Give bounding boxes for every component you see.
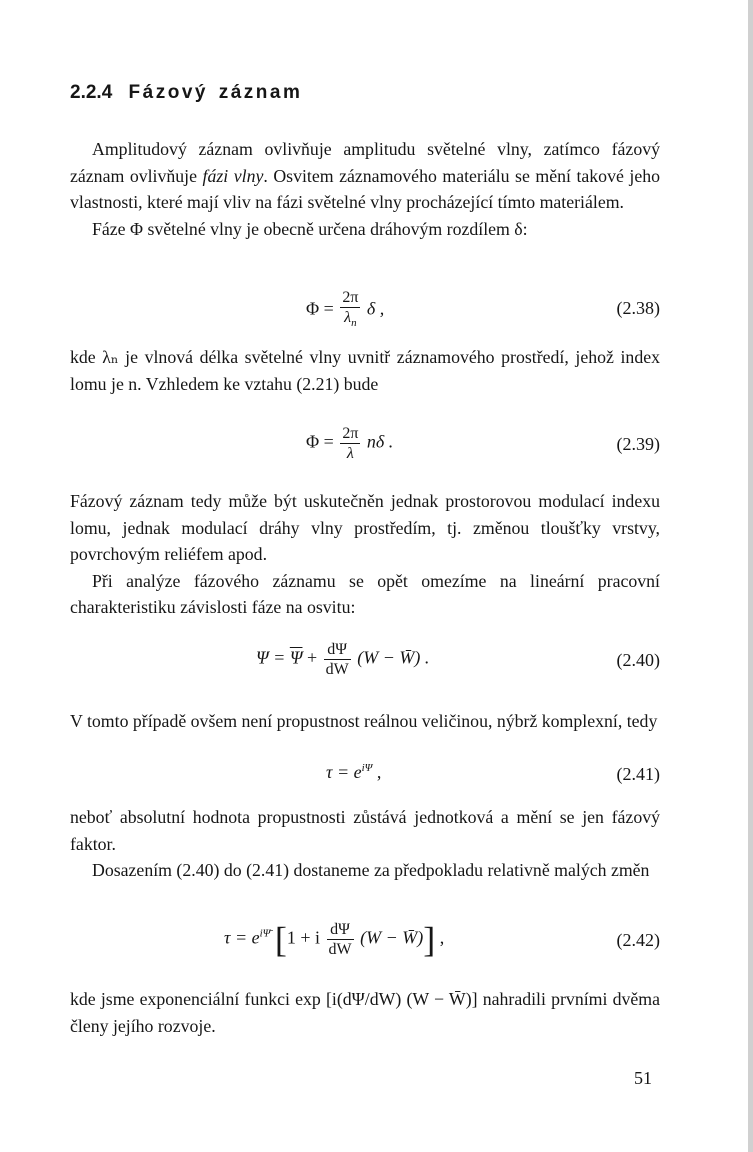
text-block-6: [70, 986, 660, 1039]
text-block-5: [70, 804, 660, 884]
paragraph-3: kde λₙ je vlnová délka světelné vlny uvnitř záznamového prostředí, jehož index lomu je n. Vzhledem ke vztahu (2.21) bude: [70, 347, 660, 394]
paragraph-9: kde jsme exponenciální funkci exp [i(dΨ/dW) (W − W̄)] nahradili prvními dvěma členy jejího rozvoje.: [70, 989, 660, 1036]
section-heading: [70, 82, 302, 104]
equation-number: (2.40): [616, 650, 660, 670]
equation-2-40: $\Psi = \overline{\Psi}$ + $\frac{d\Psi}{dW}$ (W − W̄) . (2.40): [256, 641, 660, 678]
text-block-3: [70, 488, 660, 621]
text-block-2: [70, 344, 660, 397]
equation-2-38: Φ = $\frac{2\pi}{\lambda_n}$ δ , (2.38): [306, 289, 660, 330]
emphasis-phase: fázi vlny: [202, 165, 264, 186]
section-title: Fázový záznam: [128, 82, 303, 103]
page-number: 51: [634, 1068, 652, 1088]
paragraph-7: neboť absolutní hodnota propustnosti zůstává jednotková a mění se jen fázový faktor.: [70, 807, 660, 854]
equation-number: (2.38): [616, 298, 660, 318]
text-block-4: [70, 708, 660, 735]
paragraph-8: Dosazením (2.40) do (2.41) dostaneme za předpokladu relativně malých změn: [92, 860, 650, 880]
paragraph-5: Při analýze fázového záznamu se opět omezíme na lineární pracovní charakteristiku závislosti fáze na osvitu:: [70, 570, 660, 617]
equation-2-39: Φ = $\frac{2\pi}{\lambda}$ nδ . (2.39): [306, 425, 660, 462]
paragraph-2: Fáze Φ světelné vlny je obecně určena dráhovým rozdílem δ:: [92, 218, 528, 239]
page-edge-shadow: [748, 0, 753, 1152]
paragraph-1: Amplitudový záznam ovlivňuje amplitudu světelné vlny, zatímco fázový záznam ovlivňuje fázi vlny. Osvitem záznamového materiálu se mění takové jeho vlastnosti, které mají vliv na fázi světelné vlny procházející tímto materiálem.: [70, 139, 660, 212]
equation-2-42: $\tau = e^{i\Psī}$ [1 + i $\frac{d\Psi}{dW}$ (W − W̄)] , (2.42): [224, 919, 660, 960]
paragraph-6: V tomto případě ovšem není propustnost reálnou veličinou, nýbrž komplexní, tedy: [70, 711, 658, 731]
equation-2-41: $\tau = e^{i\Psi}$ , (2.41): [326, 762, 660, 784]
equation-number: (2.42): [616, 930, 660, 950]
equation-number: (2.39): [616, 434, 660, 454]
text-block-1: [70, 136, 660, 242]
section-number: 2.2.4: [70, 82, 113, 103]
equation-number: (2.41): [616, 764, 660, 784]
paragraph-4: Fázový záznam tedy může být uskutečněn jednak prostorovou modulací indexu lomu, jednak modulací dráhy vlny prostředím, tj. změnou tloušťky vrstvy, povrchovým reliéfem apod.: [70, 491, 660, 564]
